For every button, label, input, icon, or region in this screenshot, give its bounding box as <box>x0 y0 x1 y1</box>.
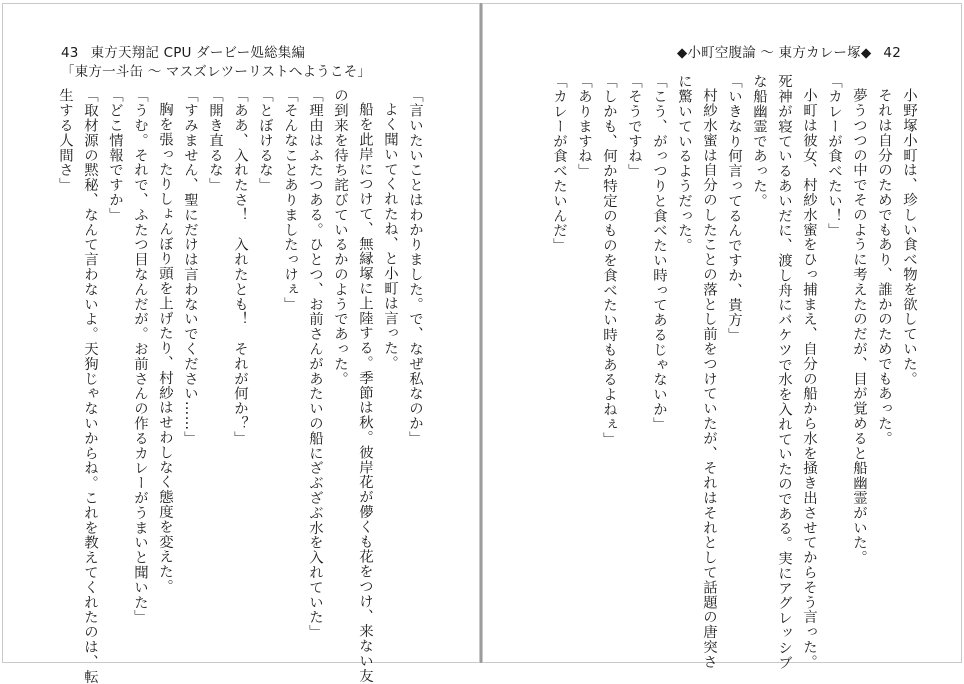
text-line: 「カレーが食べたい！」 <box>826 74 842 238</box>
text-line: 「そんなことありましたっけぇ」 <box>282 88 298 312</box>
left-story-title: 「東方一斗缶 〜 マスズレツーリストへようこそ」 <box>61 64 372 80</box>
text-line: 「カレーが食べたいんだ」 <box>551 74 567 253</box>
text-line: 小野塚小町は、珍しい食べ物を欲していた。 <box>901 88 917 387</box>
left-page <box>2 3 480 684</box>
text-line: 「しかも、何か特定のものを食べたい時もあるよねぇ」 <box>601 74 617 447</box>
text-line: 「うむ。それで、ふたつ目なんだが。お前さんの作るカレーがうまいと聞いた」 <box>132 88 148 625</box>
right-page-number: 42 <box>883 45 901 61</box>
text-line: 「どこ情報ですか」 <box>107 88 123 223</box>
text-line: 「取材源の黙秘、なんて言わないよ。天狗じゃないからね。これを教えてくれたのは、転 <box>82 88 98 684</box>
text-line: に驚いているようだった。 <box>676 74 692 253</box>
right-story-title: ◆小町空腹論 〜 東方カレー塚◆ <box>676 45 872 61</box>
text-line: 「ありますね」 <box>576 74 592 179</box>
text-line: 夢うつつの中でそのように考えたのだが、目が覚めると船幽霊がいた。 <box>851 88 867 566</box>
text-line: な船幽霊であった。 <box>751 74 767 209</box>
text-line: 「そうですね」 <box>626 74 642 179</box>
text-line: 「言いたいことはわかりました。で、なぜ私なのか」 <box>407 88 423 446</box>
text-line: 「とぼけるな」 <box>257 88 273 193</box>
text-line: 生する人間さ」 <box>57 88 73 193</box>
text-line: それは自分のためでもあり、誰かのためでもあった。 <box>876 88 892 446</box>
left-page-header <box>61 44 371 82</box>
right-page-body <box>541 74 921 670</box>
text-line: よく聞いてくれたね、と小町は言った。 <box>382 102 398 371</box>
left-book-title: 東方天翔記 CPU ダービー処総集編 <box>90 45 306 61</box>
text-line: 死神が寝ているあいだに、渡し舟にバケツで水を入れていたのである。実にアグレッシブ <box>776 74 792 670</box>
text-line: 「すみません、聖にだけは言わないでください……」 <box>182 88 198 446</box>
right-page-header <box>677 44 901 63</box>
text-line: 村紗水蜜は自分のしたことの落とし前をつけていたが、それはそれとして話題の唐突さ <box>701 88 717 670</box>
text-line: 船を此岸につけて、無縁塚に上陸する。季節は秋。彼岸花が儚くも花をつけ、来ない友 <box>357 102 373 684</box>
text-line: 「いきなり何言ってるんですか、貴方」 <box>726 74 742 343</box>
right-page <box>482 3 962 670</box>
left-page-body <box>57 88 427 684</box>
text-line: 「理由はふたつある。ひとつ、お前さんがあたいの船にざぶざぶ水を入れていた」 <box>307 88 323 640</box>
text-line: の到来を待ち詫びているかのようであった。 <box>332 88 348 386</box>
text-line: 小町は彼女、村紗水蜜をひっ捕まえ、自分の船から水を掻き出させてからそう言った。 <box>801 88 817 670</box>
text-line: 「こう、がっつりと食べたい時ってあるじゃないか」 <box>651 74 667 432</box>
left-page-number: 43 <box>61 45 79 61</box>
text-line: 「ああ、入れたさ！ 入れたとも！ それが何か？」 <box>232 88 248 446</box>
text-line: 胸を張ったりしょんぼり頭を上げたり、村紗はせわしなく態度を変えた。 <box>157 102 173 595</box>
text-line: 「開き直るな」 <box>207 88 223 193</box>
